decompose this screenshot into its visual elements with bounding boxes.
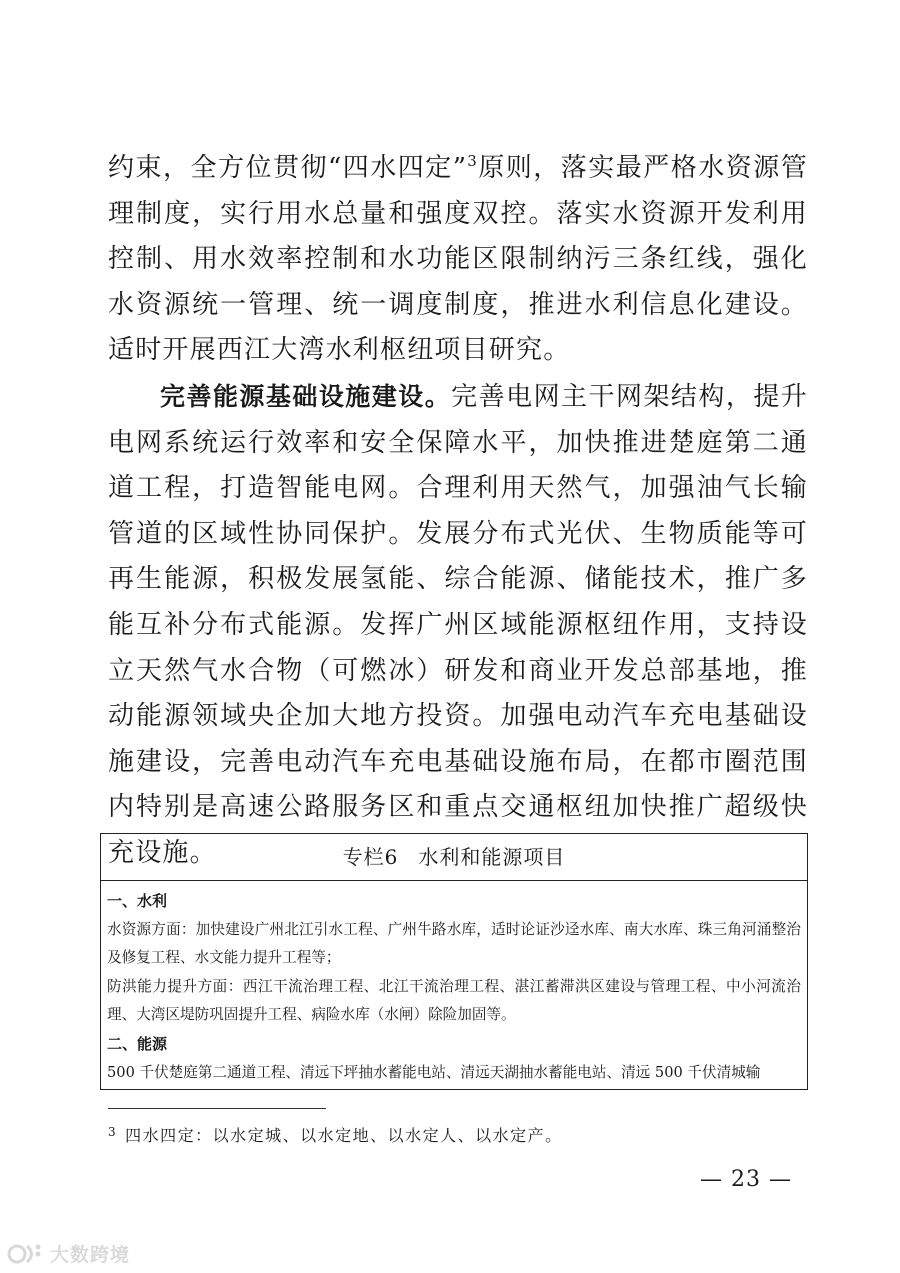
footnote-mark: 3: [108, 1125, 118, 1139]
paragraph-text: 约束，全方位贯彻“四水四定”: [108, 153, 468, 183]
footnote: [108, 1121, 563, 1147]
logo-icon: [6, 1241, 44, 1267]
footnote-divider: [108, 1108, 326, 1109]
paragraph-text: 完善电网主干网架结构，提升电网系统运行效率和安全保障水平，加快推进楚庭第二通道工程，打造智能电网。合理利用天然气，加强油气长输管道的区域性协同保护。发展分布式光伏、生物质能等可再生能源，积极发展氢能、综合能源、储能技术，推广多能互补分布式能源。发挥广州区域能源枢纽作用，支持设立天然气水合物（可燃冰）研发和商业开发总部基地，推动能源领域央企加大地方投资。加强电动汽车充电基础设施建设，完善电动汽车充电基础设施布局，在都市圈范围内特别是高速公路服务区和重点交通枢纽加快推广超级快充设施。: [108, 381, 809, 868]
paragraph-water-management: [108, 146, 808, 374]
column-box-body: [101, 881, 807, 1087]
watermark: [6, 1240, 130, 1267]
footnote-text: 四水四定：以水定城、以水定地、以水定人、以水定产。: [125, 1126, 563, 1145]
section-heading-water: 一、水利: [107, 892, 168, 910]
column-box-title: [101, 834, 807, 881]
paragraph-energy-infrastructure: [108, 374, 808, 877]
watermark-text: 大数跨境: [50, 1244, 131, 1266]
section-heading-energy: 二、能源: [107, 1034, 168, 1053]
page-number: — 23 —: [700, 1167, 792, 1192]
flood-control-text: 防洪能力提升方面：西江干流治理工程、北江干流治理工程、湛江蓄滞洪区建设与管理工程、中小河流治理、大湾区堤防巩固提升工程、病险水库（水闸）除险加固等。: [107, 977, 801, 1024]
paragraph-text: 原则，落实最严格水资源管理制度，实行用水总量和强度双控。落实水资源开发利用控制、用水效率控制和水功能区限制纳污三条红线，强化水资源统一管理、统一调度制度，推进水利信息化建设。适时开展西江大湾水利枢纽项目研究。: [108, 153, 808, 366]
column-box-label: 专栏6: [342, 845, 399, 869]
body-text: [108, 146, 808, 877]
footnote-reference[interactable]: 3: [467, 152, 479, 170]
paragraph-lead-heading: 完善能源基础设施建设。: [160, 381, 452, 411]
column-box-title-text: 水利和能源项目: [418, 845, 566, 869]
energy-projects-text: 500 千伏楚庭第二通道工程、清远下坪抽水蓄能电站、清远天湖抽水蓄能电站、清远 500 千伏清城输: [107, 1063, 761, 1081]
water-resources-text: 水资源方面：加快建设广州北江引水工程、广州牛路水库，适时论证沙迳水库、南大水库、珠三角河涌整治及修复工程、水文能力提升工程等；: [107, 920, 801, 967]
column-box: [100, 833, 808, 1090]
